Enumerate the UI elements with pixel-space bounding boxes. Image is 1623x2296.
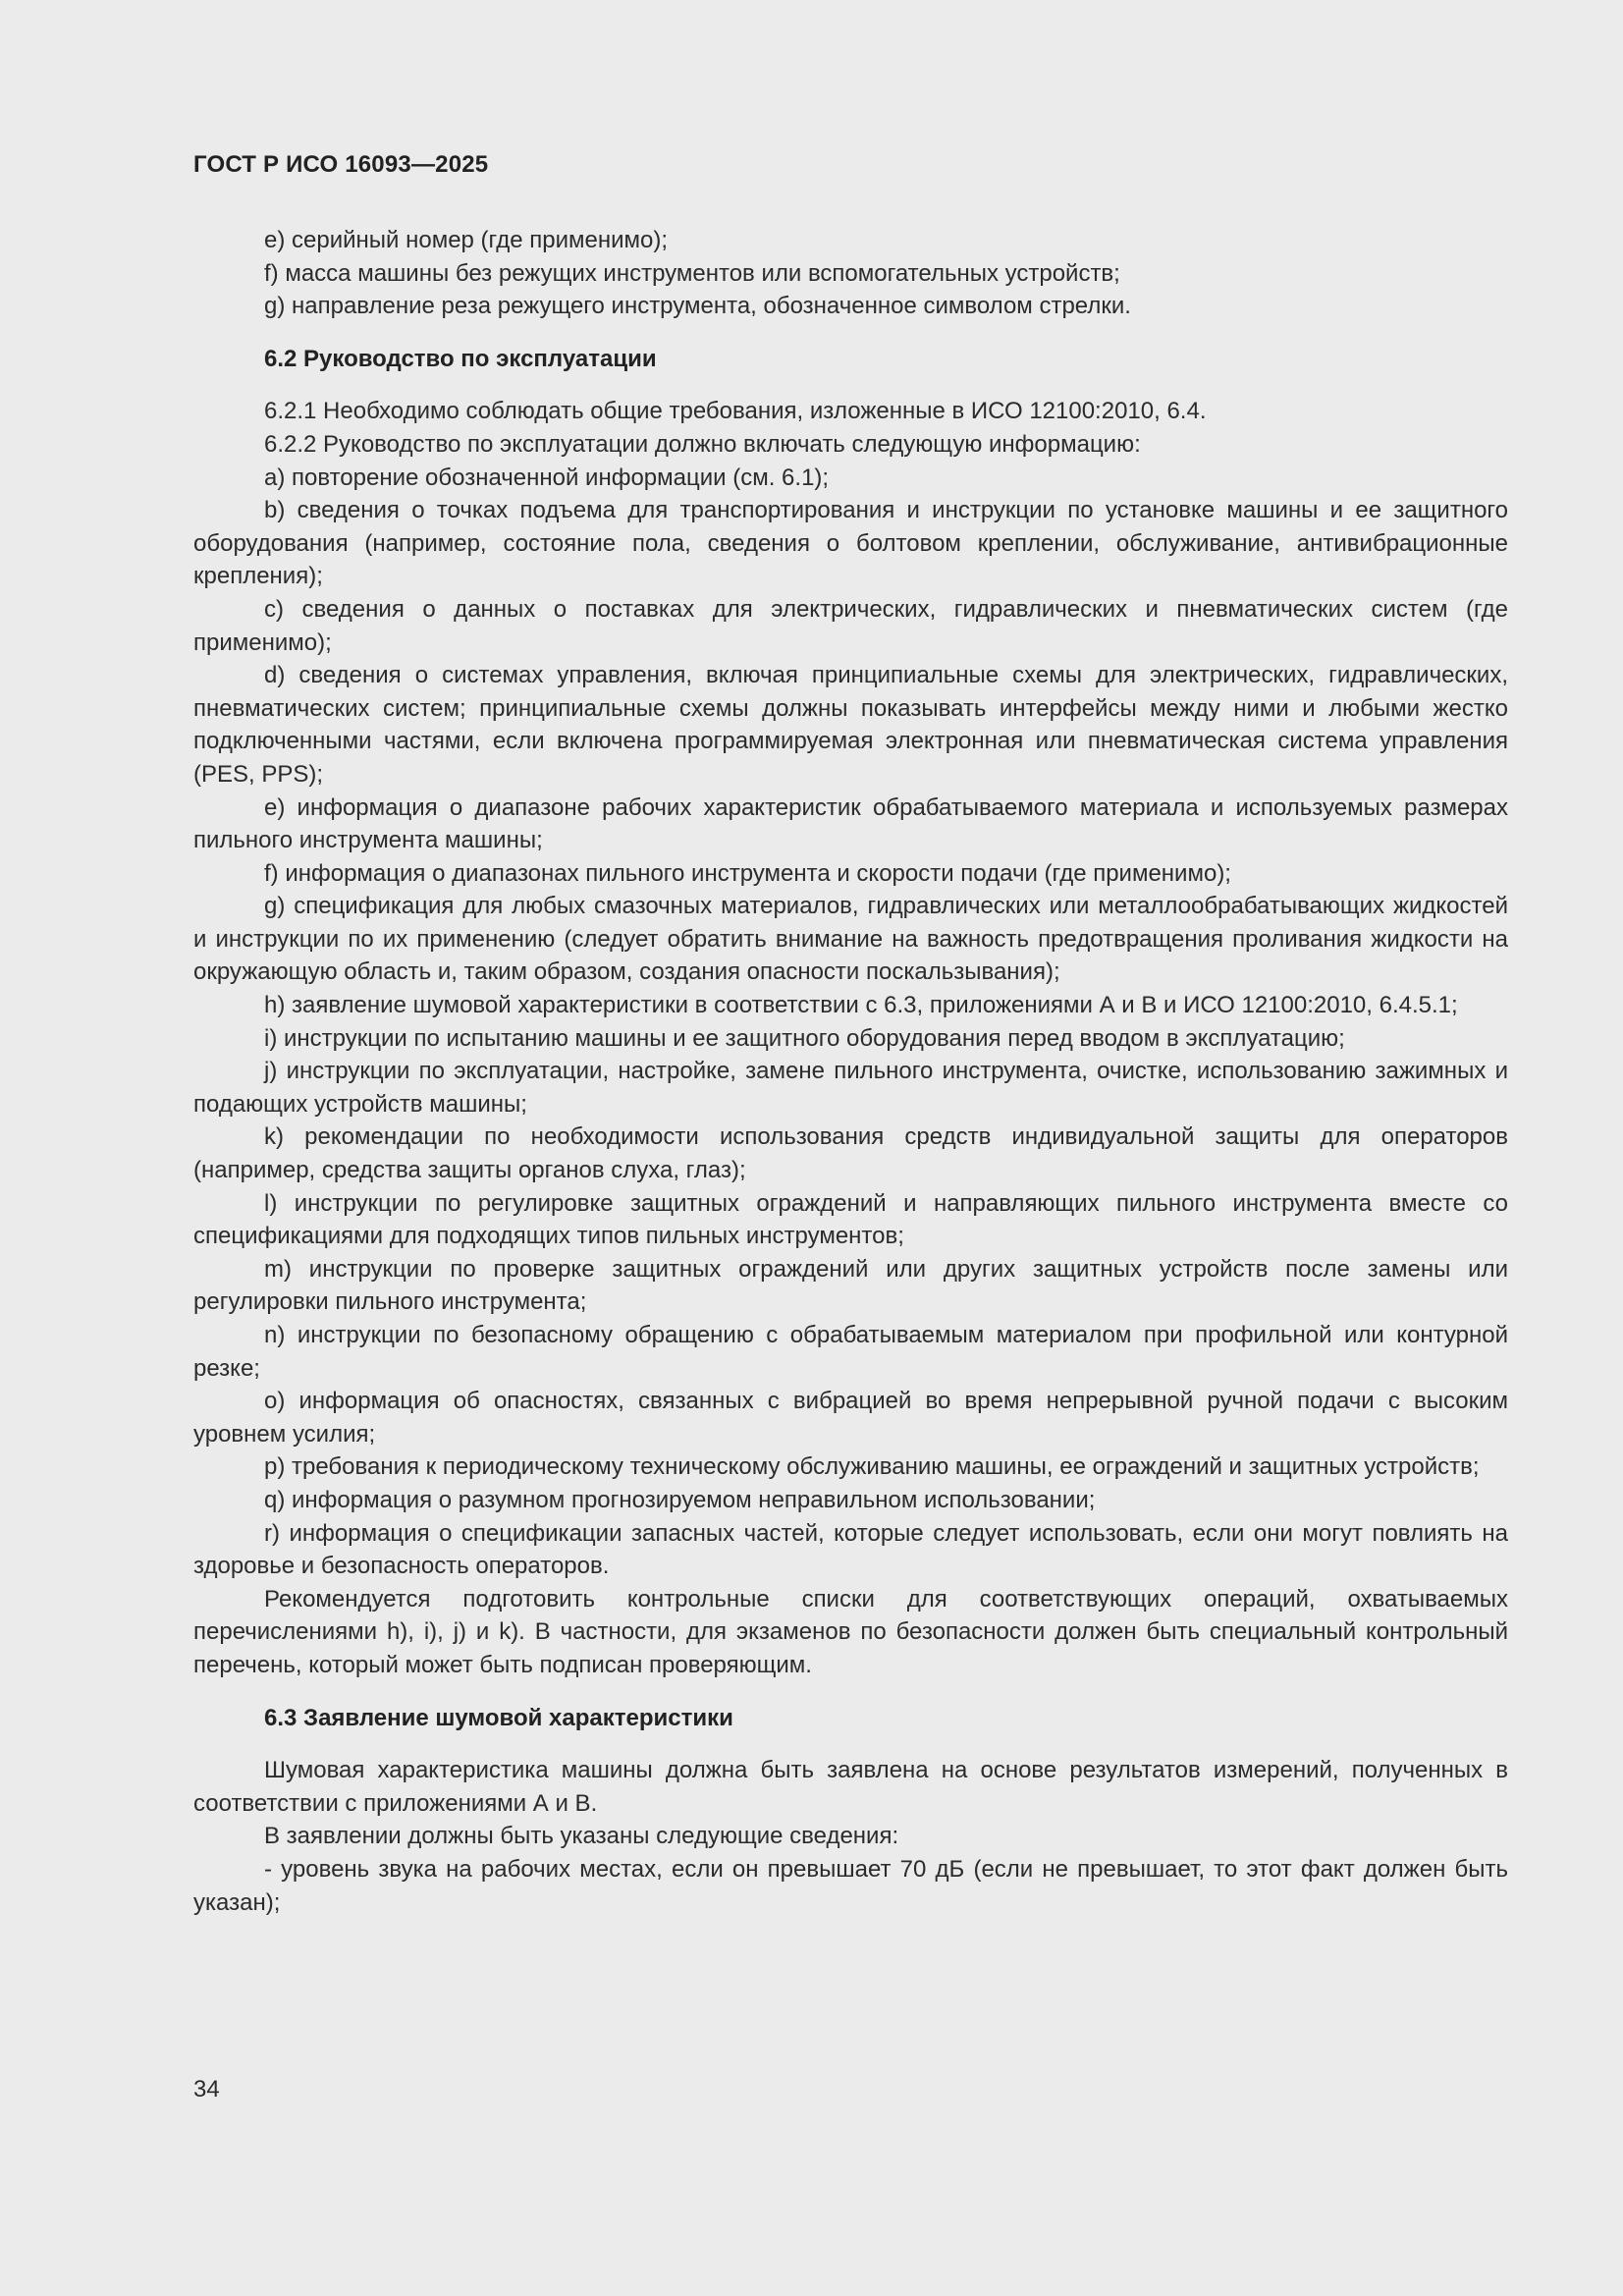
list-item: g) спецификация для любых смазочных материалов, гидравлических или металлообрабатывающих жидкостей и инструкции по их применению (следует обратить внимание на важность предотвращения проливания жидкости на окружающую область и, таким образом, создания опасности поскальзывания);	[193, 893, 1508, 986]
paragraph: 6.2.2 Руководство по эксплуатации должно включать следующую информацию:	[264, 430, 1141, 458]
list-item: a) повторение обозначенной информации (см. 6.1);	[264, 464, 830, 491]
list-item: l) инструкции по регулировке защитных ограждений и направляющих пильного инструмента вместе со спецификациями для подходящих типов пильных инструментов;	[193, 1189, 1508, 1250]
list-item: e) информация о диапазоне рабочих характеристик обрабатываемого материала и используемых размерах пильного инструмента машины;	[193, 793, 1508, 854]
list-item: e) серийный номер (где применимо);	[264, 227, 669, 253]
paragraph: В заявлении должны быть указаны следующие сведения:	[264, 1823, 899, 1850]
section-heading-6-3: 6.3 Заявление шумовой характеристики	[264, 1704, 733, 1731]
list-item: q) информация о разумном прогнозируемом неправильном использовании;	[264, 1486, 1096, 1513]
paragraph: 6.2.1 Необходимо соблюдать общие требования, изложенные в ИСО 12100:2010, 6.4.	[264, 398, 1207, 425]
page-number: 34	[193, 2076, 220, 2103]
document-code-header: ГОСТ Р ИСО 16093—2025	[193, 151, 489, 178]
list-item: g) направление реза режущего инструмента, обозначенное символом стрелки.	[264, 293, 1131, 320]
list-item: h) заявление шумовой характеристики в соответствии с 6.3, приложениями А и В и ИСО 12100:2010, 6.4.5.1;	[264, 992, 1458, 1019]
list-item: f) масса машины без режущих инструментов или вспомогательных устройств;	[264, 259, 1120, 287]
list-item: d) сведения о системах управления, включая принципиальные схемы для электрических, гидравлических, пневматических систем; принципиальные схемы должны показывать интерфейсы между ними и любыми жестко подключенными частями, если включена программируемая электронная или пневматическая система управления (PES, PPS);	[193, 662, 1508, 788]
section-heading-6-2: 6.2 Руководство по эксплуатации	[264, 345, 657, 372]
page-content	[193, 224, 1508, 1919]
list-item: - уровень звука на рабочих местах, если он превышает 70 дБ (если не превышает, то этот факт должен быть указан);	[193, 1855, 1508, 1916]
list-item: k) рекомендации по необходимости использования средств индивидуальной защиты для операторов (например, средства защиты органов слуха, глаз);	[193, 1123, 1508, 1184]
list-item: f) информация о диапазонах пильного инструмента и скорости подачи (где применимо);	[264, 859, 1231, 887]
list-item: c) сведения о данных о поставках для электрических, гидравлических и пневматических систем (где применимо);	[193, 595, 1508, 656]
list-item: r) информация о спецификации запасных частей, которые следует использовать, если они могут повлиять на здоровье и безопасность операторов.	[193, 1519, 1508, 1580]
list-item: n) инструкции по безопасному обращению с обрабатываемым материалом при профильной или контурной резке;	[193, 1322, 1508, 1382]
list-item: p) требования к периодическому техническому обслуживанию машины, ее ограждений и защитных устройств;	[264, 1453, 1480, 1481]
list-item: i) инструкции по испытанию машины и ее защитного оборудования перед вводом в эксплуатацию;	[264, 1024, 1345, 1052]
paragraph: Шумовая характеристика машины должна быть заявлена на основе результатов измерений, полученных в соответствии с приложениями А и В.	[193, 1757, 1508, 1817]
list-item: o) информация об опасностях, связанных с вибрацией во время непрерывной ручной подачи с высоким уровнем усилия;	[193, 1388, 1508, 1448]
paragraph: Рекомендуется подготовить контрольные списки для соответствующих операций, охватываемых перечислениями h), i), j) и k). В частности, для экзаменов по безопасности должен быть специальный контрольный перечень, который может быть подписан проверяющим.	[193, 1585, 1508, 1678]
list-item: j) инструкции по эксплуатации, настройке, замене пильного инструмента, очистке, использованию зажимных и подающих устройств машины;	[193, 1058, 1508, 1118]
list-item: m) инструкции по проверке защитных ограждений или других защитных устройств после замены или регулировки пильного инструмента;	[193, 1255, 1508, 1316]
list-item: b) сведения о точках подъема для транспортирования и инструкции по установке машины и ее защитного оборудования (например, состояние пола, сведения о болтовом креплении, обслуживание, антивибрационные крепления);	[193, 497, 1508, 590]
